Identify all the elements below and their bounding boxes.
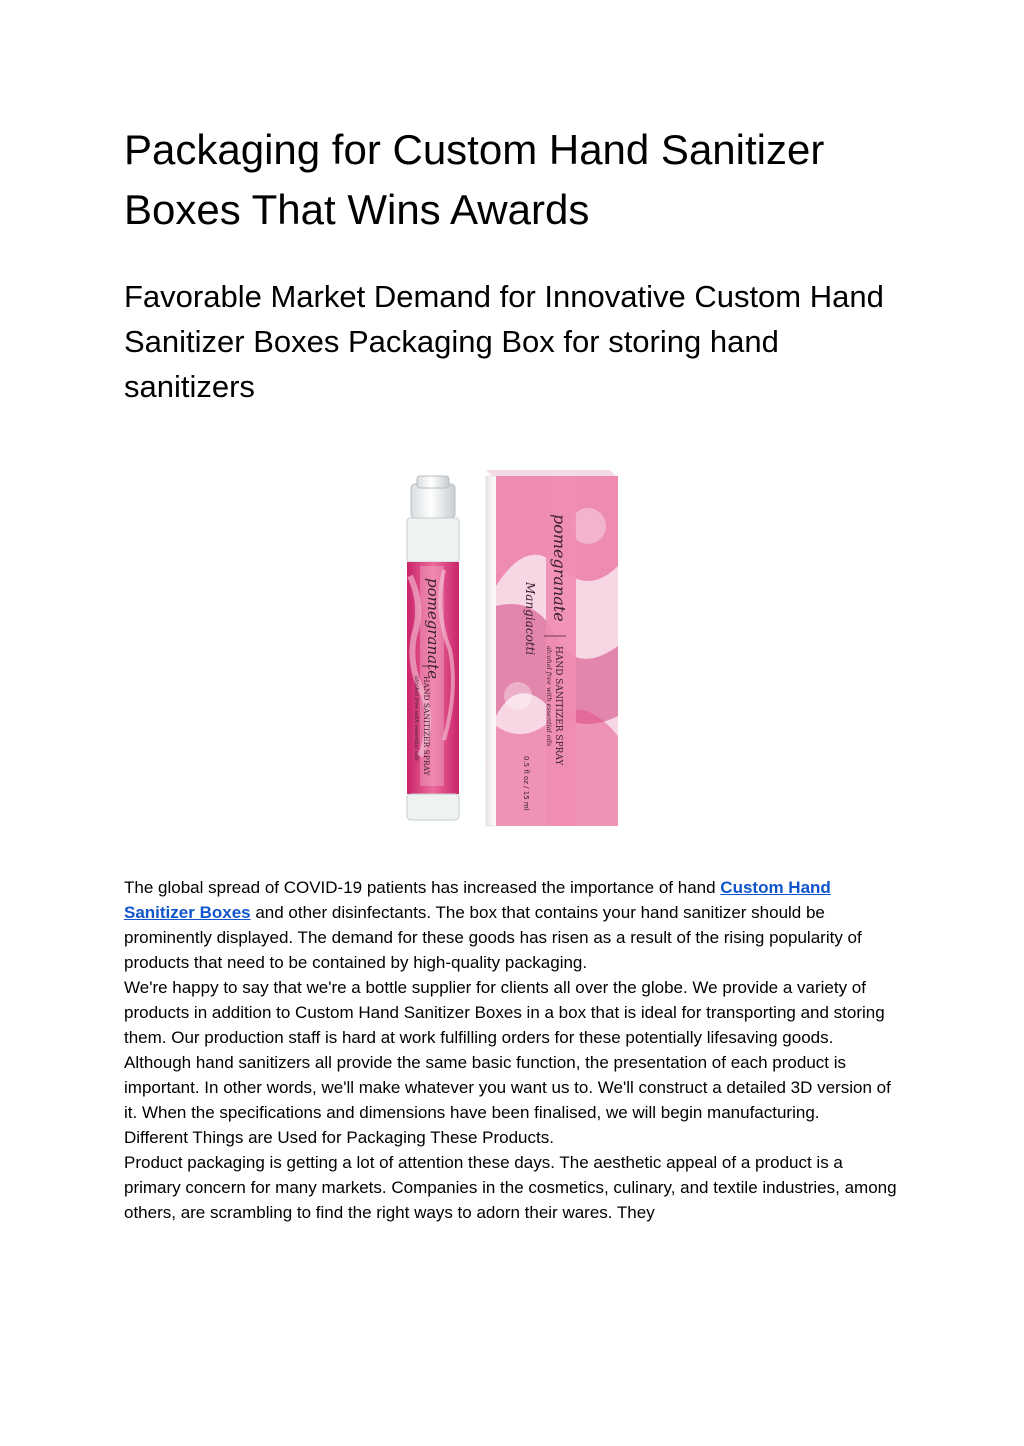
- box-maker-text: Mangiacotti: [523, 582, 537, 656]
- paragraph-1-text-end: and other disinfectants. The box that contains your hand sanitizer should be prominently displayed. The demand for these goods has risen as a result of the rising popularity of products that need to be contained by high-quality packaging.: [124, 903, 862, 972]
- paragraph-1-text-start: The global spread of COVID-19 patients has increased the importance of hand: [124, 878, 721, 897]
- packaging-box: [486, 470, 618, 826]
- custom-hand-sanitizer-boxes-link[interactable]: Custom Hand Sanitizer Boxes: [124, 878, 831, 922]
- sanitizer-product-illustration: [398, 466, 628, 830]
- bottle-brand-text: pomegranate: [424, 578, 442, 679]
- paragraph-1: [124, 875, 900, 975]
- paragraph-5: Product packaging is getting a lot of attention these days. The aesthetic appeal of a product is a primary concern for many markets. Companies in the cosmetics, culinary, and textile industries, among others, are scrambling to find the right ways to adorn their wares. They: [124, 1153, 897, 1222]
- box-product-name: HAND SANITIZER SPRAY: [553, 646, 563, 766]
- paragraph-4: Different Things are Used for Packaging These Products.: [124, 1128, 554, 1147]
- spray-bottle: [407, 476, 459, 820]
- paragraph-2: We're happy to say that we're a bottle supplier for clients all over the globe. We provide a variety of products in addition to Custom Hand Sanitizer Boxes in a box that is ideal for transporting and storing them. Our production staff is hard at work fulfilling orders for these potentially lifesaving goods.: [124, 978, 885, 1047]
- bottle-product-desc: alcohol free with essential oils: [413, 676, 419, 761]
- body-text: [124, 875, 900, 1225]
- document-subtitle: Favorable Market Demand for Innovative Custom Hand Sanitizer Boxes Packaging Box for storing hand sanitizers: [124, 279, 884, 404]
- bottle-product-name: HAND SANITIZER SPRAY: [422, 676, 431, 776]
- box-brand-text: pomegranate: [550, 514, 569, 622]
- paragraph-3: Although hand sanitizers all provide the same basic function, the presentation of each product is important. In other words, we'll make whatever you want us to. We'll construct a detailed 3D version of it. When the specifications and dimensions have been finalised, we will begin manufacturing.: [124, 1053, 891, 1122]
- product-image: [398, 466, 628, 830]
- box-product-desc: alcohol free with essential oils: [545, 646, 553, 747]
- box-volume-text: 0.5 fl oz / 15 ml: [522, 756, 530, 811]
- document-title: Packaging for Custom Hand Sanitizer Boxes That Wins Awards: [124, 126, 825, 233]
